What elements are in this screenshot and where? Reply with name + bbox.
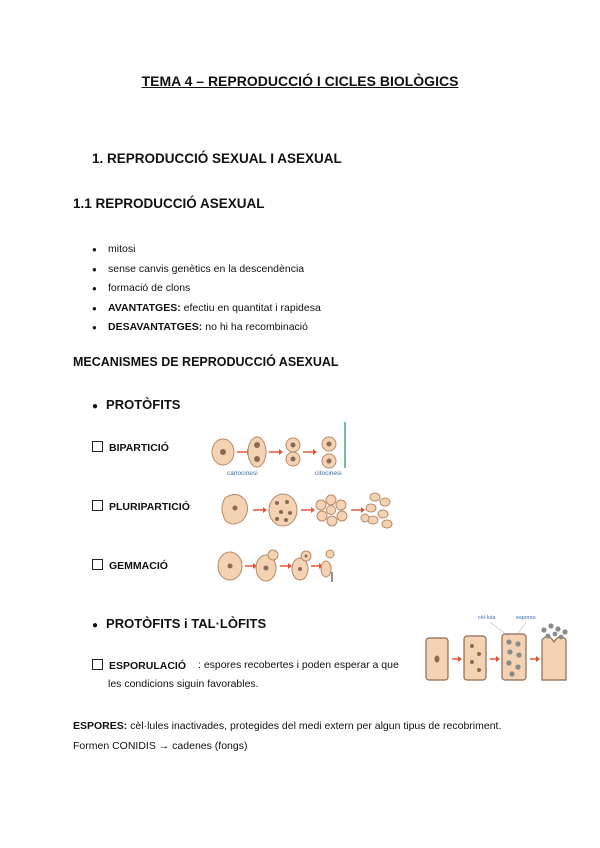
multipartition-label: PLURIPARTICIÓ: [92, 500, 190, 513]
budding-label: GEMMACIÓ: [92, 559, 168, 572]
sporulation-figure: [420, 610, 580, 692]
subsection-heading: 1.1 REPRODUCCIÓ ASEXUAL: [73, 196, 265, 211]
talofits-heading: ● PROTÒFITS i TAL·LÒFITS: [92, 616, 267, 631]
spores-definition: ESPORES: cèl·lules inactivades, protegides del medi extern per algun tipus de recobriment. Formen CONIDIS → cadenes (fongs): [73, 720, 502, 752]
list-item: ● formació de clons: [92, 279, 321, 299]
list-item: ● DESAVANTATGES: no hi ha recombinació: [92, 318, 321, 338]
checkbox-icon: [92, 559, 103, 570]
checkbox-icon: [92, 659, 103, 670]
checkbox-icon: [92, 500, 103, 511]
section-heading: 1. REPRODUCCIÓ SEXUAL I ASEXUAL: [92, 151, 342, 166]
sporulation-label: ESPORULACIÓ: [92, 659, 186, 672]
bipartition-figure: [205, 420, 360, 480]
protofits-heading: ● PROTÒFITS: [92, 397, 181, 412]
feature-list: [92, 240, 321, 338]
figure-label: citocinesi: [315, 470, 342, 477]
page-title: TEMA 4 – REPRODUCCIÓ I CICLES BIOLÒGICS: [141, 73, 459, 89]
figure-label: espores: [516, 615, 536, 621]
budding-figure: [210, 546, 340, 584]
bipartition-label: BIPARTICIÓ: [92, 441, 169, 454]
sporulation-description: : espores recobertes i poden esperar a que les condicions siguin favorables.: [108, 659, 399, 690]
figure-label: cariocinesi: [227, 470, 258, 477]
checkbox-icon: [92, 441, 103, 452]
mechanisms-heading: MECANISMES DE REPRODUCCIÓ ASEXUAL: [73, 355, 339, 369]
multipartition-figure: [215, 488, 395, 536]
figure-label: cèl·lula: [478, 615, 496, 621]
list-item: ● sense canvis genètics en la descendència: [92, 260, 321, 280]
list-item: ● mitosi: [92, 240, 321, 260]
list-item: ● AVANTATGES: efectiu en quantitat i rapidesa: [92, 299, 321, 319]
